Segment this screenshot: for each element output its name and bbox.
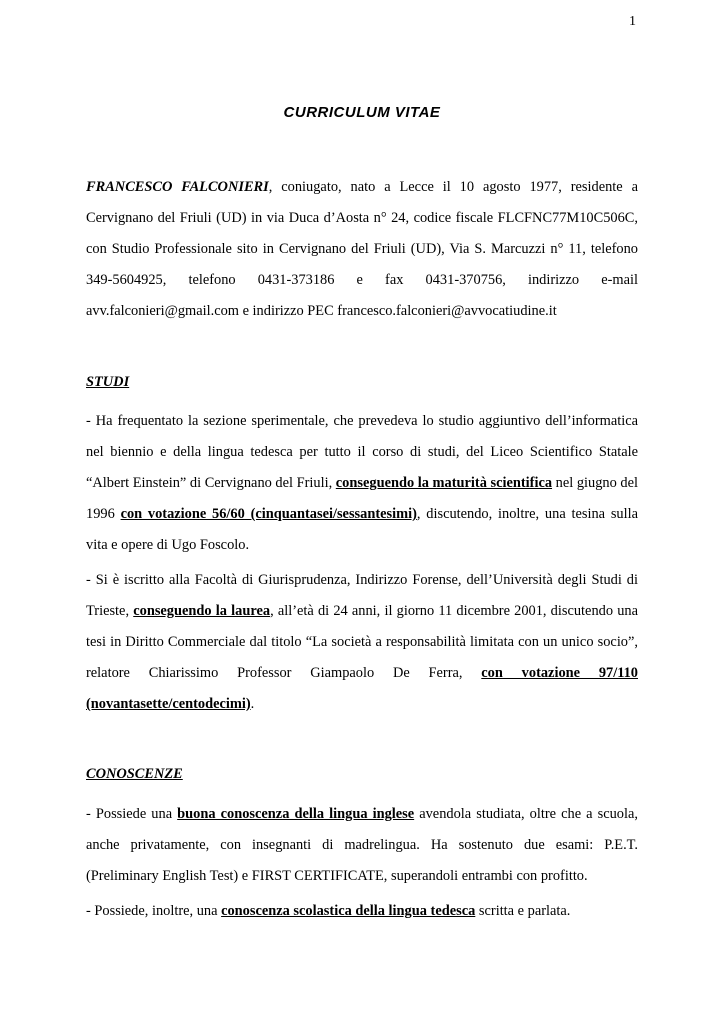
text-span: . — [250, 696, 255, 712]
studi-heading: STUDI — [86, 374, 130, 390]
text-span: avendola studiata, oltre che a scuola, anche privatamente, con insegnanti di madrelingua. Ha sostenuto due esami: P.E.T. (Preliminary English Test) e FIRST CERTIFICATE, superandoli entrambi con profitto. — [86, 806, 638, 884]
intro-paragraph — [86, 172, 638, 327]
text-span: - Possiede una — [86, 806, 178, 822]
text-span: nel giugno del 1996 — [86, 475, 638, 522]
conoscenze-heading: CONOSCENZE — [86, 766, 183, 782]
text-span: , discutendo, inoltre, una tesina sulla vita e opere di Ugo Foscolo. — [86, 506, 639, 553]
document-title: CURRICULUM VITAE — [283, 104, 441, 121]
page-number: 1 — [629, 14, 636, 29]
highlight-tedesco: conoscenza scolastica della lingua tedesca — [221, 903, 476, 919]
intro-section — [86, 172, 638, 327]
text-span: , all’età di 24 anni, il giorno 11 dicembre 2001, discutendo una tesi in Diritto Commerciale dal titolo “La società a responsabilità limitata con un unico socio”, relatore Chiarissimo Professor Giampaolo De Ferra, — [86, 603, 638, 681]
highlight-inglese: buona conoscenza della lingua inglese — [177, 806, 415, 822]
studi-paragraph-1 — [86, 406, 638, 561]
text-span: - Ha frequentato la sezione sperimentale, che prevedeva lo studio aggiuntivo dell’informatica nel biennio e della lingua tedesca per tutto il corso di studi, del Liceo Scientifico Statale “Albert Einstein” di Cervignano del Friuli, — [86, 413, 638, 491]
studi-section — [86, 406, 638, 720]
highlight-votazione-maturita: con votazione 56/60 (cinquantasei/sessantesimi) — [120, 506, 417, 522]
person-name: FRANCESCO FALCONIERI — [86, 179, 269, 195]
conoscenze-section — [86, 799, 638, 927]
highlight-maturita: conseguendo la maturità scientifica — [335, 475, 553, 491]
text-span: - Possiede, inoltre, una — [86, 903, 222, 919]
highlight-votazione-laurea: con votazione 97/110 (novantasette/centodecimi) — [86, 665, 638, 712]
highlight-laurea: conseguendo la laurea — [133, 603, 271, 619]
intro-text: , coniugato, nato a Lecce il 10 agosto 1977, residente a Cervignano del Friuli (UD) in via Duca d’Aosta n° 24, codice fiscale FLCFNC77M10C506C, con Studio Professionale sito in Cervignano del Friuli (UD), Via S. Marcuzzi n° 11, telefono 349-5604925, telefono 0431-373186 e fax 0431-370756, indirizzo e-mail avv.falconieri@gmail.com e indirizzo PEC francesco.falconieri@avvocatiudine.it — [86, 179, 638, 319]
text-span: - Si è iscritto alla Facoltà di Giurisprudenza, Indirizzo Forense, dell’Università degli Studi di Trieste, — [86, 572, 638, 619]
conoscenze-paragraph-1 — [86, 799, 638, 892]
conoscenze-paragraph-2 — [86, 896, 638, 927]
text-span: scritta e parlata. — [475, 903, 571, 919]
studi-paragraph-2 — [86, 565, 638, 720]
